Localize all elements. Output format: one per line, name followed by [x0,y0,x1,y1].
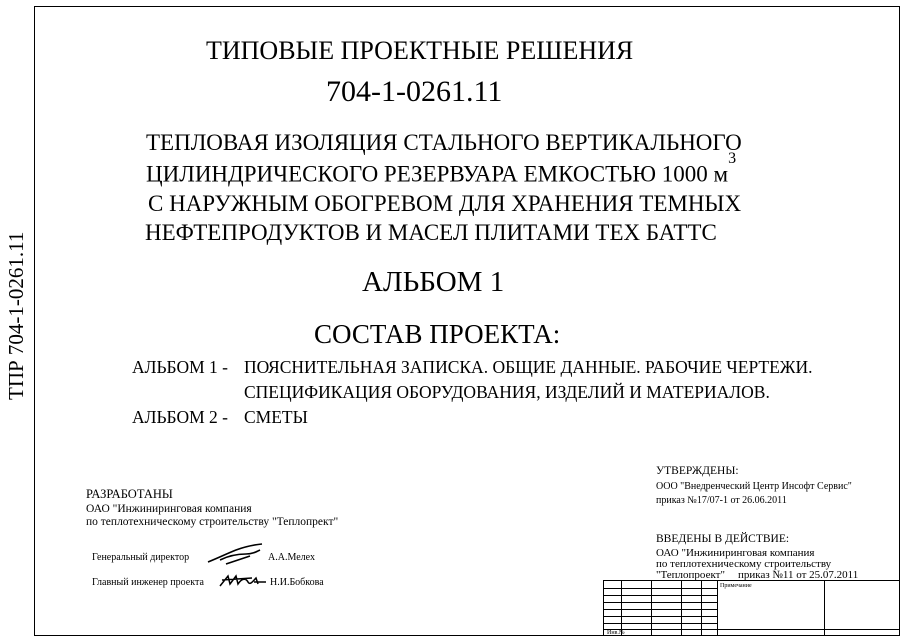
title-line-3: С НАРУЖНЫМ ОБОГРЕВОМ ДЛЯ ХРАНЕНИЯ ТЕМНЫХ [148,191,742,216]
composition-item-2-text: СПЕЦИФИКАЦИЯ ОБОРУДОВАНИЯ, ИЗДЕЛИЙ И МАТЕРИАЛОВ. [244,382,770,402]
introduced-heading: ВВЕДЕНЫ В ДЕЙСТВИЕ: [656,533,790,545]
introduced-line-2: по теплотехническому строительству [656,558,832,570]
series-title: ТИПОВЫЕ ПРОЕКТНЫЕ РЕШЕНИЯ [206,36,634,65]
side-code: ТПР 704-1-0261.11 [4,231,28,400]
developed-heading: РАЗРАБОТАНЫ [86,487,173,501]
approved-line-1: ООО "Внедренческий Центр Инсофт Сервис" [656,481,852,492]
engineer-name: Н.И.Бобкова [270,577,324,588]
title-line-1: ТЕПЛОВАЯ ИЗОЛЯЦИЯ СТАЛЬНОГО ВЕРТИКАЛЬНОГО [146,130,742,155]
developed-org-line-1: ОАО "Инжиниринговая компания [86,503,252,515]
introduced-line-1: ОАО "Инжиниринговая компания [656,547,815,559]
approved-line-2: приказ №17/07-1 от 26.06.2011 [656,495,787,506]
director-name: А.А.Мелех [268,552,315,563]
composition-item-1-text: ПОЯСНИТЕЛЬНАЯ ЗАПИСКА. ОБЩИЕ ДАННЫЕ. РАБОЧИЕ ЧЕРТЕЖИ. [244,357,813,377]
document-code: 704-1-0261.11 [326,75,503,108]
composition-heading: СОСТАВ ПРОЕКТА: [314,319,561,349]
composition-item-3-text: СМЕТЫ [244,407,308,427]
album-title: АЛЬБОМ 1 [362,266,505,298]
introduced-line-3a: "Теплопроект" [656,569,725,581]
stamp-note-label: Примечание [720,583,752,589]
composition-item-3-label: АЛЬБОМ 2 - [132,407,229,427]
engineer-role: Главный инженер проекта [92,577,204,588]
director-signature-icon [206,542,266,566]
stamp-inv-label: Инв.№ [607,630,625,636]
composition-item-1-label: АЛЬБОМ 1 - [132,357,229,377]
engineer-signature-icon [218,570,268,590]
introduced-line-3b: приказ №11 от 25.07.2011 [738,569,859,581]
approved-heading: УТВЕРЖДЕНЫ: [656,465,739,477]
developed-org-line-2: по теплотехническому строительству "Теплопрект" [86,516,339,528]
director-role: Генеральный директор [92,552,190,563]
title-line-4: НЕФТЕПРОДУКТОВ И МАСЕЛ ПЛИТАМИ ТЕХ БАТТС [145,220,717,245]
title-superscript: 3 [728,150,737,167]
title-line-2: ЦИЛИНДРИЧЕСКОГО РЕЗЕРВУАРА ЕМКОСТЬЮ 1000 $м^3$ [146,150,737,187]
title-stamp [603,580,900,636]
